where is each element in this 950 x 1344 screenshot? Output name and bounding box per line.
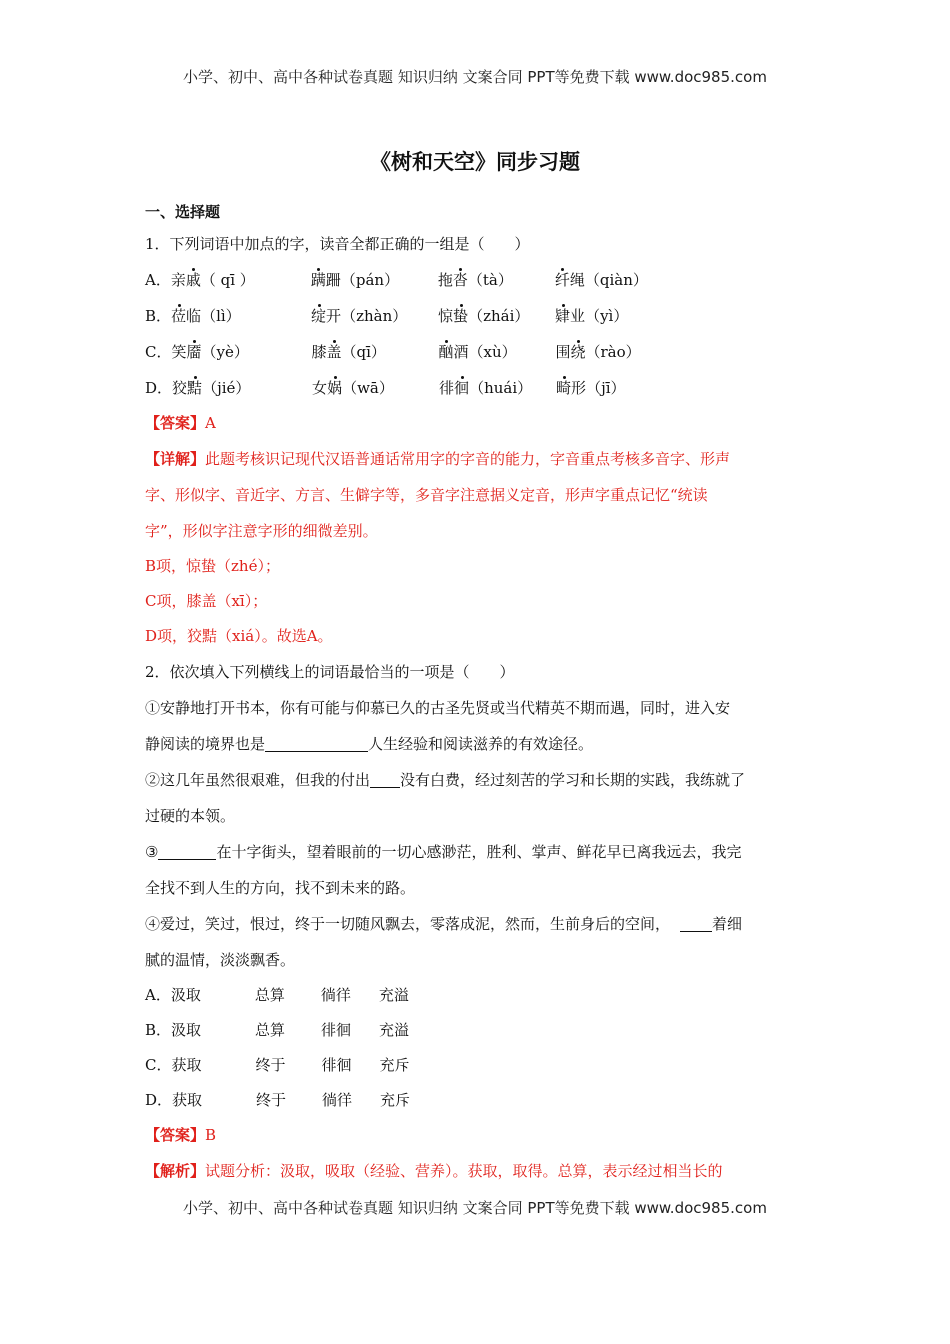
word-part: 亲 [170, 271, 186, 289]
dotted-char: 戚 [186, 262, 201, 298]
pinyin: （huái） [469, 379, 533, 397]
pinyin: （tà） [467, 271, 513, 289]
q2-sentence-3b: 全找不到人生的方向，找不到未来的路。 [145, 879, 416, 897]
word-part: 徘 [439, 379, 455, 397]
option-word: 终于 [256, 1091, 287, 1109]
q1-detail-line-2: 字、形似字、音近字、方言、生僻字等，多音字注意据义定音，形声字重点记忆“统读 [145, 486, 708, 504]
option-item [555, 262, 648, 298]
word-part: 围 [555, 343, 571, 361]
option-letter: D． [145, 1091, 173, 1109]
dotted-char: 蛰 [453, 298, 468, 334]
q2-sentence-2b: 过硬的本领。 [145, 807, 236, 825]
option-item [555, 334, 640, 370]
pinyin: （pán） [340, 271, 400, 289]
q2-sentence-3a: ③ 在十字街头，望着眼前的一切心感渺茫，胜利、掌声、鲜花早已离我远去，我完 [145, 843, 742, 861]
option-letter: A． [145, 271, 171, 289]
dotted-char: 黠 [187, 370, 202, 406]
q1-note-c: C项，膝盖（xī）； [145, 592, 268, 610]
option-word: 徜徉 [320, 986, 351, 1004]
pinyin: （lì） [201, 307, 241, 325]
detail-tag: 【详解】 [145, 450, 206, 468]
option-word: 徘徊 [321, 1056, 352, 1074]
document-title: 《树和天空》同步习题 [370, 150, 580, 174]
dotted-char: 肄 [555, 298, 570, 334]
option-word: 充斥 [379, 1056, 410, 1074]
pinyin: （xù） [468, 343, 517, 361]
fill-blank-1 [265, 733, 368, 752]
pinyin: （ qī ） [200, 271, 255, 289]
option-word: 总算 [254, 986, 285, 1004]
answer-value: B [205, 1126, 217, 1144]
dotted-char: 蹒 [311, 262, 326, 298]
q2-sentence-2a: ②这几年虽然很艰难，但我的付出 没有白费，经过刻苦的学习和长期的实践，我练就了 [145, 771, 746, 789]
pinyin: （jī） [586, 379, 626, 397]
dotted-char: 徊 [454, 370, 469, 406]
dotted-char: 绕 [571, 334, 586, 370]
option-item [438, 298, 555, 334]
answer-tag: 【答案】 [145, 1126, 206, 1144]
option-word: 汲取 [170, 986, 201, 1004]
q1-option-a [145, 262, 805, 298]
q1-options [145, 262, 805, 406]
option-letter: A． [145, 986, 171, 1004]
q2-sentence-4b: 腻的温情，淡淡飘香。 [145, 951, 296, 969]
option-item [311, 262, 438, 298]
q1-note-d: D项，狡黠（xiá）。故选A。 [145, 627, 333, 645]
pinyin: （wā） [342, 379, 394, 397]
option-item [438, 334, 555, 370]
word-part: 惊 [438, 307, 454, 325]
option-item [439, 370, 556, 406]
q2-options [145, 978, 805, 1118]
pinyin: （rào） [585, 343, 641, 361]
word-part: 临 [186, 307, 202, 325]
option-letter: C． [145, 1056, 172, 1074]
q2-option-a [145, 978, 805, 1013]
q2-answer [145, 1118, 805, 1153]
pinyin: （jié） [202, 379, 251, 397]
option-item [311, 334, 438, 370]
q1-answer [145, 406, 805, 441]
q2-sentence-1a: ①安静地打开书本，你有可能与仰慕已久的古圣先贤或当代精英不期而遇，同时，进入安 [145, 699, 731, 717]
option-item [171, 298, 311, 334]
dotted-char: 酗 [438, 334, 453, 370]
dotted-char: 靥 [187, 334, 202, 370]
option-letter: D． [145, 379, 173, 397]
q1-detail-line-1: 【详解】此题考核识记现代汉语普通话常用字的字音的能力，字音重点考核多音字、形声 [145, 450, 731, 468]
option-word: 总算 [255, 1021, 286, 1039]
pinyin: （yè） [201, 343, 249, 361]
q1-note-b: B项，惊蛰（zhé）； [145, 557, 280, 575]
word-part: 形 [571, 379, 587, 397]
dotted-char: 娲 [327, 370, 342, 406]
answer-tag: 【答案】 [145, 414, 206, 432]
q1-option-d [145, 370, 805, 406]
word-part: 绳 [569, 271, 585, 289]
option-item [171, 262, 311, 298]
dotted-char: 莅 [171, 298, 186, 334]
option-letter: B． [145, 1021, 172, 1039]
option-word: 徜徉 [322, 1091, 353, 1109]
option-word: 充溢 [378, 986, 409, 1004]
pinyin: （qī） [341, 343, 386, 361]
word-part: 酒 [453, 343, 469, 361]
option-word: 获取 [172, 1091, 203, 1109]
word-part: 业 [570, 307, 586, 325]
fill-blank-3 [158, 841, 216, 860]
pinyin: （yì） [585, 307, 629, 325]
option-word: 充斥 [380, 1091, 411, 1109]
pinyin: （zhái） [468, 307, 530, 325]
q2-stem: 2．依次填入下列横线上的词语最恰当的一项是（ ） [145, 663, 515, 681]
option-letter: B． [145, 307, 172, 325]
option-word: 充溢 [379, 1021, 410, 1039]
q2-sentence-1b: 静阅读的境界也是 人生经验和阅读滋养的有效途径。 [145, 735, 594, 753]
dotted-char: 盖 [327, 334, 342, 370]
answer-value: A [205, 414, 216, 432]
dotted-char: 畸 [556, 370, 571, 406]
q2-option-c [145, 1048, 805, 1083]
option-item [556, 370, 625, 406]
option-word: 汲取 [171, 1021, 202, 1039]
document-body [145, 226, 805, 1189]
option-item [438, 262, 555, 298]
dotted-char: 绽 [311, 298, 326, 334]
word-part: 跚 [325, 271, 341, 289]
word-part: 狡 [172, 379, 188, 397]
q1-stem: 1．下列词语中加点的字，读音全都正确的一组是（ ） [145, 235, 530, 253]
fill-blank-4 [680, 913, 712, 932]
word-part: 女 [312, 379, 328, 397]
page-header: 小学、初中、高中各种试卷真题 知识归纳 文案合同 PPT等免费下载 www.doc985.com [183, 68, 767, 86]
option-item [312, 370, 439, 406]
option-item [172, 370, 312, 406]
dotted-char: 纤 [555, 262, 570, 298]
dotted-char: 沓 [453, 262, 468, 298]
analysis-tag: 【解析】 [145, 1162, 206, 1180]
q2-sentence-4a: ④爱过，笑过，恨过，终于一切随风飘去，零落成泥，然而，生前身后的空间， 着细 [145, 915, 743, 933]
option-item [171, 334, 311, 370]
q2-option-d [145, 1083, 805, 1118]
section-heading: 一、选择题 [145, 203, 221, 221]
word-part: 拖 [437, 271, 453, 289]
q2-analysis: 【解析】试题分析：汲取，吸取（经验、营养）。获取，取得。总算，表示经过相当长的 [145, 1162, 723, 1180]
q1-option-b [145, 298, 805, 334]
option-letter: C． [145, 343, 172, 361]
word-part: 笑 [171, 343, 187, 361]
option-item [555, 298, 628, 334]
q2-option-b [145, 1013, 805, 1048]
q1-detail-line-3: 字”，形似字注意字形的细微差别。 [145, 522, 378, 540]
option-item [311, 298, 438, 334]
option-word: 获取 [171, 1056, 202, 1074]
word-part: 膝 [311, 343, 327, 361]
q1-option-c [145, 334, 805, 370]
pinyin: （qiàn） [584, 271, 648, 289]
fill-blank-2 [370, 769, 400, 788]
page-footer: 小学、初中、高中各种试卷真题 知识归纳 文案合同 PPT等免费下载 www.doc985.com [183, 1199, 767, 1217]
pinyin: （zhàn） [341, 307, 408, 325]
word-part: 开 [326, 307, 342, 325]
option-word: 徘徊 [321, 1021, 352, 1039]
option-word: 终于 [255, 1056, 286, 1074]
